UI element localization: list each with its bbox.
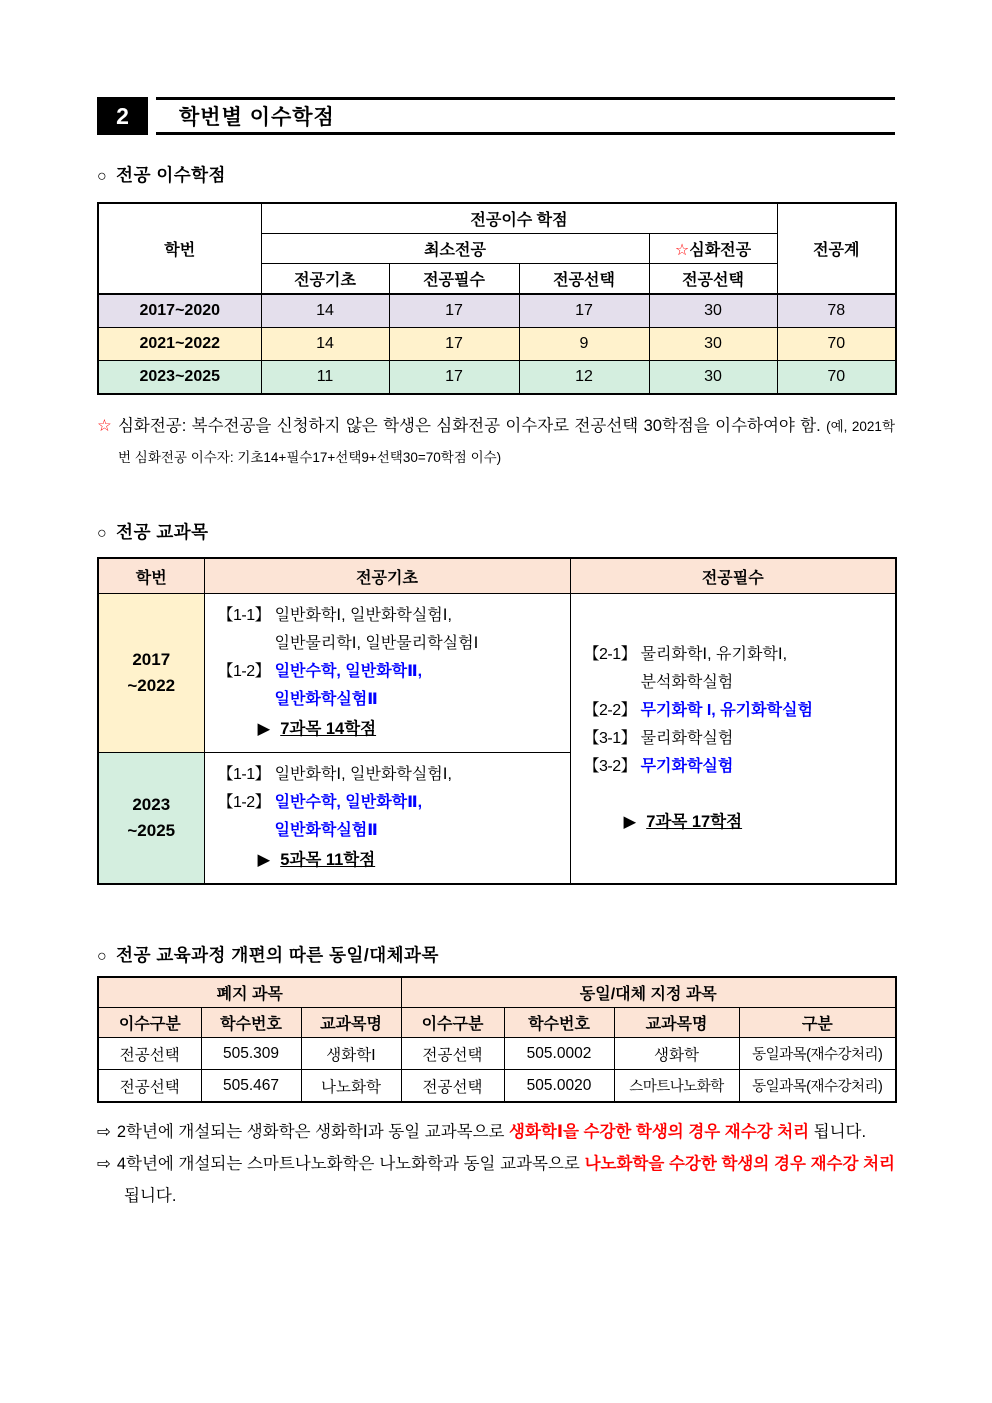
classification-cell: 동일과목(재수강처리): [739, 1038, 896, 1070]
total-credits: 70: [777, 328, 896, 361]
semester-tag: 【2-1】: [583, 645, 637, 663]
course-name-cell: 나노화학: [301, 1070, 401, 1103]
section-number-badge: 2: [97, 97, 148, 135]
intensive-major-footnote: [97, 411, 895, 473]
col-header: 학수번호: [504, 1008, 614, 1038]
table-row: [98, 1038, 896, 1070]
col-header-year: 학번: [98, 558, 204, 594]
category-cell: 전공선택: [98, 1070, 201, 1103]
col-header-required: 전공필수: [389, 264, 519, 295]
right-arrow-icon: ⇨: [97, 1155, 111, 1173]
triangle-bullet-icon: ▶: [257, 851, 271, 869]
elective-credits: 12: [519, 361, 649, 395]
classification-cell: 동일과목(재수강처리): [739, 1070, 896, 1103]
course-code-cell: 505.467: [201, 1070, 301, 1103]
course-name-cell: 스마트나노화학: [614, 1070, 739, 1103]
basic-courses-2017: 【1-1】 일반화학Ⅰ, 일반화학실험Ⅰ, 일반물리학Ⅰ, 일반물리학실험Ⅰ 【1-2】 일반수학, 일반화학Ⅱ, 일반화학실험Ⅱ ▶ 7과목 14학점: [204, 594, 570, 753]
year-cell: 2023~2025: [98, 361, 261, 395]
retake-warning: 생화학Ⅰ을 수강한 학생의 경우 재수강 처리: [509, 1123, 810, 1141]
equivalent-courses-table: [97, 976, 897, 1103]
year-cell: 2021~2022: [98, 328, 261, 361]
intensive-credits: 30: [649, 361, 777, 395]
heading-major-credits: [97, 162, 895, 187]
col-header: 이수구분: [98, 1008, 201, 1038]
col-header: 교과목명: [614, 1008, 739, 1038]
table-row: [98, 328, 896, 361]
intensive-credits: 30: [649, 294, 777, 328]
triangle-bullet-icon: ▶: [257, 720, 271, 738]
total-credits: 78: [777, 294, 896, 328]
col-header-major-credits: 전공이수 학점: [261, 203, 777, 234]
retake-warning: 나노화학을 수강한 학생의 경우 재수강 처리: [584, 1155, 895, 1173]
heading-text: 전공 이수학점: [116, 165, 226, 185]
year-cell: 2017~2020: [98, 294, 261, 328]
col-header-basic: 전공기초: [204, 558, 570, 594]
required-credits: 17: [389, 328, 519, 361]
col-header: 학수번호: [201, 1008, 301, 1038]
required-credits: 17: [389, 361, 519, 395]
semester-tag: 【2-2】: [583, 701, 637, 719]
table-row: [98, 594, 896, 753]
section-title-bar: [97, 97, 895, 135]
semester-tag: 【3-2】: [583, 757, 637, 775]
group-header-equivalent: 동일/대체 지정 과목: [401, 977, 896, 1008]
heading-equivalent-courses: [97, 942, 895, 967]
triangle-bullet-icon: ▶: [623, 812, 637, 831]
col-header: 이수구분: [401, 1008, 504, 1038]
category-cell: 전공선택: [401, 1070, 504, 1103]
basic-credits: 14: [261, 294, 389, 328]
heading-text: 전공 교육과정 개편의 따른 동일/대체과목: [116, 945, 439, 965]
required-courses: 【2-1】 물리화학Ⅰ, 유기화학Ⅰ, 분석화학실험 【2-2】 무기화학 I, 유기화학실험 【3-1】 물리화학실험 【3-2】 무기화학실험 ▶ 7과목 17학점: [570, 594, 896, 885]
circle-bullet-icon: ○: [97, 525, 108, 542]
semester-tag: 【1-2】: [217, 794, 271, 811]
course-summary: ▶ 7과목 17학점: [623, 812, 743, 831]
retake-notes: [97, 1116, 895, 1212]
page-content: [97, 97, 895, 1212]
basic-courses-2023: 【1-1】 일반화학Ⅰ, 일반화학실험Ⅰ, 【1-2】 일반수학, 일반화학Ⅱ, 일반화학실험Ⅱ ▶ 5과목 11학점: [204, 753, 570, 885]
circle-bullet-icon: ○: [97, 948, 108, 965]
col-header-basic: 전공기초: [261, 264, 389, 295]
star-icon: ☆: [97, 417, 113, 435]
footnote-text: 심화전공: 복수전공을 신청하지 않은 학생은 심화전공 이수자로 전공선택 30학점을 이수하여야 함.: [117, 417, 821, 435]
elective-credits: 17: [519, 294, 649, 328]
course-name-cell: 생화학: [614, 1038, 739, 1070]
semester-tag: 【3-1】: [583, 729, 637, 747]
elective-credits: 9: [519, 328, 649, 361]
col-header-total: 전공계: [777, 203, 896, 294]
course-name-cell: 생화학Ⅰ: [301, 1038, 401, 1070]
circle-bullet-icon: ○: [97, 168, 108, 185]
table-row: [98, 361, 896, 395]
courses-table: [97, 557, 897, 885]
col-header-min-major: 최소전공: [261, 234, 649, 264]
course-summary: ▶ 5과목 11학점: [257, 851, 376, 869]
year-cell: 2017 ~2022: [98, 594, 204, 753]
col-header-elective2: 전공선택: [649, 264, 777, 295]
category-cell: 전공선택: [98, 1038, 201, 1070]
course-code-cell: 505.0020: [504, 1070, 614, 1103]
section-title: 학번별 이수학점: [156, 97, 895, 135]
semester-tag: 【1-2】: [217, 663, 271, 680]
semester-tag: 【1-1】: [217, 607, 271, 624]
required-credits: 17: [389, 294, 519, 328]
intensive-credits: 30: [649, 328, 777, 361]
table-row: [98, 1070, 896, 1103]
heading-major-courses: [97, 519, 895, 544]
basic-credits: 11: [261, 361, 389, 395]
col-header-elective: 전공선택: [519, 264, 649, 295]
col-header-required: 전공필수: [570, 558, 896, 594]
heading-text: 전공 교과목: [116, 522, 209, 542]
note-item: ⇨ 2학년에 개설되는 생화학은 생화학Ⅰ과 동일 교과목으로 생화학Ⅰ을 수강한 학생의 경우 재수강 처리 됩니다.: [97, 1123, 867, 1141]
course-summary: ▶ 7과목 14학점: [257, 720, 377, 738]
col-header-year: 학번: [98, 203, 261, 294]
footnote-example: (예, 2021학번 심화전공 이수자: 기초14+필수17+선택9+선택30=70학점 이수): [118, 419, 895, 465]
course-code-cell: 505.0002: [504, 1038, 614, 1070]
category-cell: 전공선택: [401, 1038, 504, 1070]
col-header: 구분: [739, 1008, 896, 1038]
course-code-cell: 505.309: [201, 1038, 301, 1070]
group-header-abolished: 폐지 과목: [98, 977, 401, 1008]
table-row: [98, 294, 896, 328]
total-credits: 70: [777, 361, 896, 395]
note-item: ⇨ 4학년에 개설되는 스마트나노화학은 나노화학과 동일 교과목으로 나노화학을 수강한 학생의 경우 재수강 처리 됩니다.: [97, 1155, 895, 1205]
col-header: 교과목명: [301, 1008, 401, 1038]
credits-table: [97, 202, 897, 395]
right-arrow-icon: ⇨: [97, 1123, 111, 1141]
col-header-intensive: ☆심화전공: [649, 234, 777, 264]
star-icon: ☆: [674, 242, 690, 259]
basic-credits: 14: [261, 328, 389, 361]
semester-tag: 【1-1】: [217, 766, 271, 783]
year-cell: 2023 ~2025: [98, 753, 204, 885]
